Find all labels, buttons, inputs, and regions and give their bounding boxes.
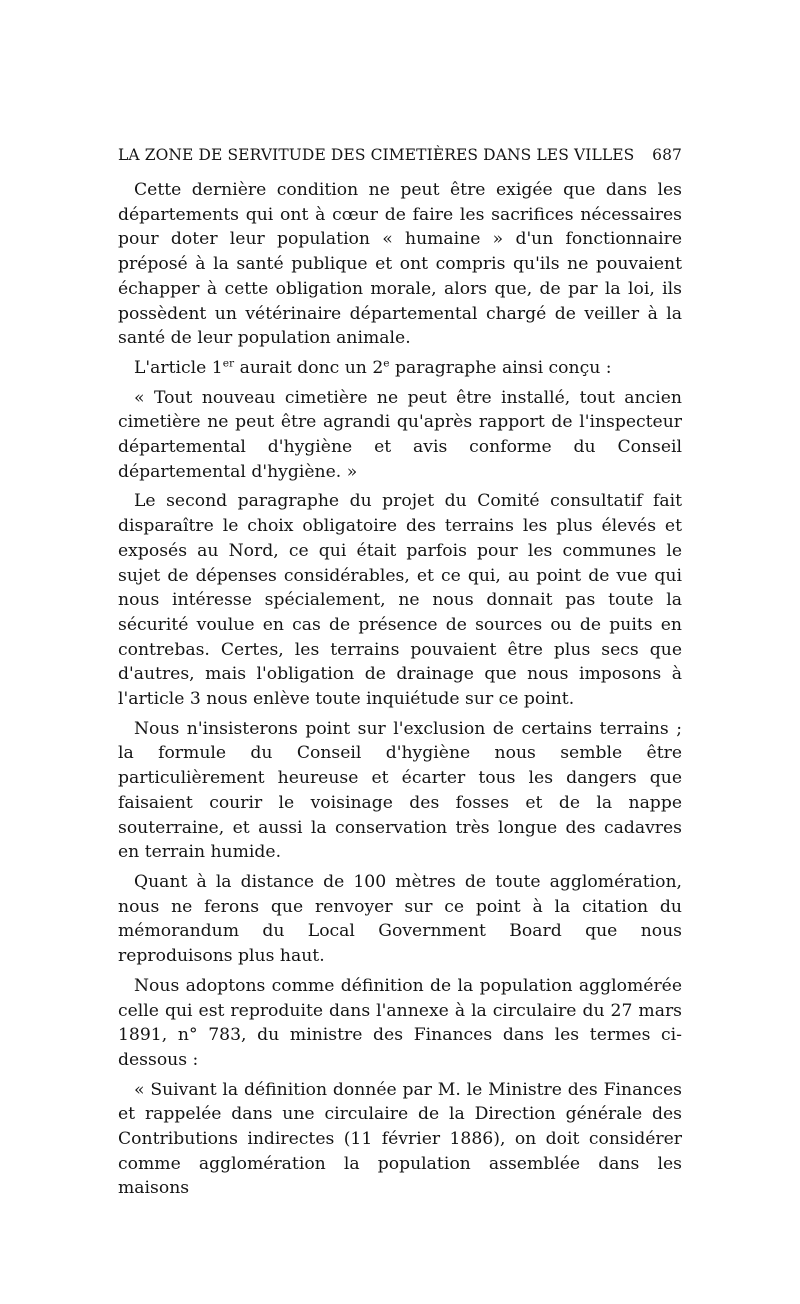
running-title: LA ZONE DE SERVITUDE DES CIMETIÈRES DANS LES VILLES xyxy=(118,146,635,164)
paragraph-exclusion: Nous n'insisterons point sur l'exclusion de certains terrains ; la formule du Conseil d'hygiène nous semble être particulièrement heureuse et écarter tous les dangers que faisaient courir le voisinage des fosses et de la nappe souterraine, et aussi la conservation très longue des cadavres en terrain humide. xyxy=(118,718,682,863)
article-intro-start: L'article 1 xyxy=(134,357,223,378)
running-head xyxy=(118,146,682,164)
paragraph-distance: Quant à la distance de 100 mètres de toute agglomération, nous ne ferons que renvoyer sur ce point à la citation du mémorandum du Local Government Board que nous reproduisons plus haut. xyxy=(118,871,682,967)
paragraph-definition: Nous adoptons comme définition de la population agglomérée celle qui est reproduite dans l'annexe à la circulaire du 27 mars 1891, n° 783, du ministre des Finances dans les termes ci-dessous : xyxy=(118,975,682,1070)
paragraph-condition: Cette dernière condition ne peut être exigée que dans les départements qui ont à cœur de faire les sacrifices nécessaires pour doter leur population « humaine » d'un fonctionnaire préposé à la santé publique et ont compris qu'ils ne pouvaient échapper à cette obligation morale, alors que, de par la loi, ils possèdent un vétérinaire départemental chargé de veiller à la santé de leur population animale. xyxy=(118,180,682,349)
paragraph-second-paragraph: Le second paragraphe du projet du Comité consultatif fait disparaître le choix obligatoire des terrains les plus élevés et exposés au Nord, ce qui était parfois pour les communes le sujet de dépenses considérables, et ce qui, au point de vue qui nous intéresse spécialement, ne nous donnait pas toute la sécurité voulue en cas de présence de sources ou de puits en contrebas. Certes, les terrains pouvaient être plus secs que d'autres, mais l'obligation de drainage que nous imposons à l'article 3 nous enlève toute inquiétude sur ce point. xyxy=(118,491,682,710)
book-page xyxy=(118,146,682,1201)
body-text xyxy=(118,178,682,1201)
paragraph-quote-article: « Tout nouveau cimetière ne peut être installé, tout ancien cimetière ne peut être agrandi qu'après rapport de l'inspecteur départemental d'hygiène et avis conforme du Conseil départemental d'hygiène. » xyxy=(118,387,682,482)
article-intro-end: paragraphe ainsi conçu : xyxy=(389,357,612,378)
paragraph-article-intro xyxy=(118,356,682,381)
paragraph-quote-definition: « Suivant la définition donnée par M. le Ministre des Finances et rappelée dans une circulaire de la Direction générale des Contributions indirectes (11 février 1886), on doit considérer comme agglomération la population assemblée dans les maisons xyxy=(118,1079,682,1199)
article-intro-mid: aurait donc un 2 xyxy=(234,357,384,378)
ordinal-superscript: er xyxy=(222,356,235,370)
ordinal-superscript: e xyxy=(383,356,390,370)
page-number: 687 xyxy=(652,146,682,164)
